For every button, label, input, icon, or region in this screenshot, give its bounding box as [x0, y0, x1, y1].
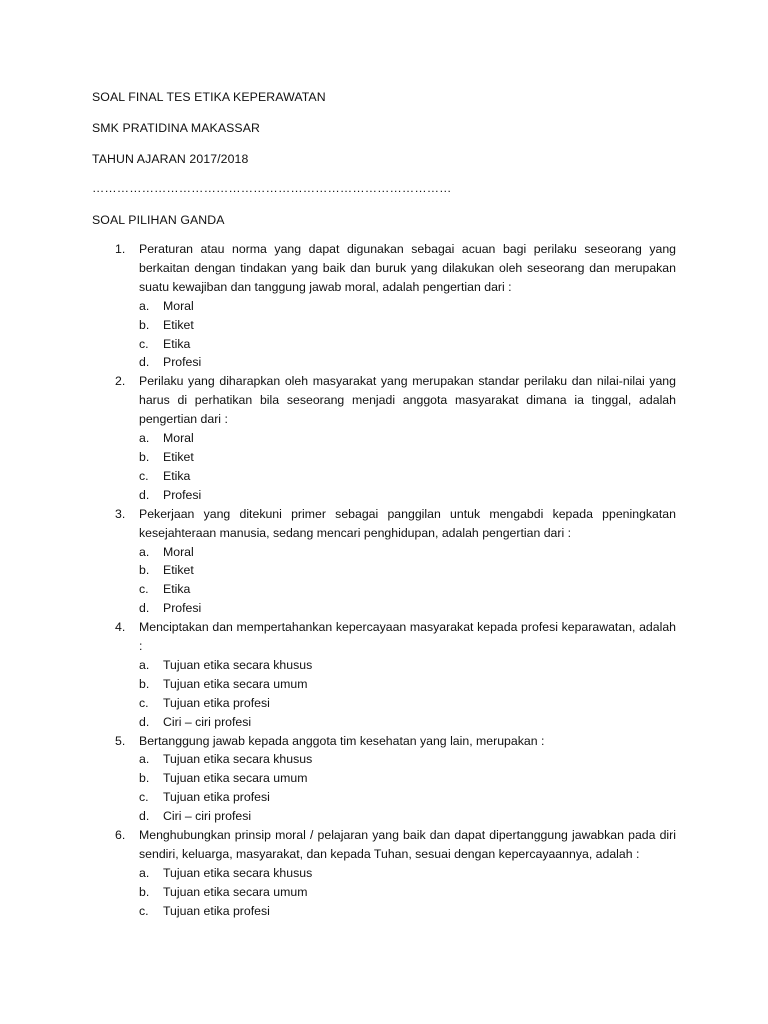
question-number: 4. [115, 620, 126, 635]
option-text: Etika [163, 336, 191, 351]
question-number: 3. [115, 506, 126, 521]
answer-option [139, 429, 676, 448]
answer-option [139, 788, 676, 807]
option-letter: b. [139, 449, 150, 464]
answer-options [139, 297, 676, 373]
answer-option [139, 543, 676, 562]
answer-option [139, 486, 676, 505]
option-text: Tujuan etika secara khusus [163, 657, 313, 672]
school-name: SMK PRATIDINA MAKASSAR [92, 121, 261, 135]
question-item [92, 240, 676, 372]
option-letter: d. [139, 809, 150, 824]
option-text: Tujuan etika secara khusus [163, 752, 313, 767]
question-item [92, 618, 676, 731]
section-title: SOAL PILIHAN GANDA [92, 213, 225, 227]
option-letter: d. [139, 355, 150, 370]
option-letter: b. [139, 317, 150, 332]
answer-option [139, 713, 676, 732]
option-letter: c. [139, 903, 149, 918]
answer-option [139, 448, 676, 467]
question-item [92, 732, 676, 827]
answer-option [139, 883, 676, 902]
option-letter: a. [139, 657, 150, 672]
answer-options [139, 656, 676, 732]
answer-options [139, 543, 676, 619]
option-letter: c. [139, 582, 149, 597]
option-text: Moral [163, 544, 194, 559]
question-text: Peraturan atau norma yang dapat digunakan sebagai acuan bagi perilaku seseorang yang berkaitan dengan tindakan yang baik dan buruk yang dilakukan oleh seseorang dan merupakan suatu kewajiban dan tanggung jawab moral, adalah pengertian dari : [139, 242, 676, 294]
option-letter: a. [139, 752, 150, 767]
option-letter: c. [139, 468, 149, 483]
answer-option [139, 467, 676, 486]
answer-option [139, 297, 676, 316]
option-text: Moral [163, 431, 194, 446]
question-list [92, 240, 676, 921]
option-text: Profesi [163, 601, 202, 616]
option-text: Tujuan etika profesi [163, 790, 270, 805]
question-text: Bertanggung jawab kepada anggota tim kesehatan yang lain, merupakan : [139, 733, 545, 748]
question-number: 1. [115, 242, 126, 256]
option-letter: a. [139, 298, 150, 313]
question-number: 5. [115, 733, 126, 748]
answer-option [139, 864, 676, 883]
option-letter: b. [139, 676, 150, 691]
option-text: Tujuan etika secara khusus [163, 865, 313, 880]
dotted-separator: …………………………………………………………………………… [92, 181, 452, 195]
option-text: Tujuan etika profesi [163, 695, 270, 710]
answer-option [139, 561, 676, 580]
option-text: Etiket [163, 563, 194, 578]
option-text: Etika [163, 468, 191, 483]
option-letter: d. [139, 487, 150, 502]
answer-option [139, 335, 676, 354]
option-text: Etika [163, 582, 191, 597]
option-text: Profesi [163, 487, 202, 502]
question-item [92, 826, 676, 921]
option-text: Ciri – ciri profesi [163, 714, 252, 729]
question-number: 2. [115, 374, 126, 389]
answer-option [139, 656, 676, 675]
option-letter: a. [139, 544, 150, 559]
answer-option [139, 750, 676, 769]
option-letter: a. [139, 865, 150, 880]
option-text: Tujuan etika secara umum [163, 771, 308, 786]
option-text: Tujuan etika profesi [163, 903, 270, 918]
question-text: Menghubungkan prinsip moral / pelajaran yang baik dan dapat dipertanggung jawabkan pada diri sendiri, keluarga, masyarakat, dan kepada Tuhan, sesuai dengan kepercayaannya, adalah : [139, 828, 676, 861]
exam-title: SOAL FINAL TES ETIKA KEPERAWATAN [92, 90, 326, 104]
question-item [92, 372, 676, 504]
question-text: Perilaku yang diharapkan oleh masyarakat yang merupakan standar perilaku dan nilai-nilai yang harus di perhatikan bila seseorang menjadi anggota masyarakat dimana ia tinggal, adalah pengertian dari : [139, 374, 676, 427]
option-letter: a. [139, 431, 150, 446]
option-text: Profesi [163, 355, 202, 370]
option-text: Etiket [163, 449, 194, 464]
option-letter: b. [139, 884, 150, 899]
answer-options [139, 429, 676, 505]
question-number: 6. [115, 828, 126, 843]
option-letter: c. [139, 695, 149, 710]
option-letter: d. [139, 601, 150, 616]
option-letter: b. [139, 563, 150, 578]
option-letter: b. [139, 771, 150, 786]
option-letter: d. [139, 714, 150, 729]
option-text: Moral [163, 298, 194, 313]
option-text: Ciri – ciri profesi [163, 809, 252, 824]
answer-option [139, 353, 676, 372]
option-text: Tujuan etika secara umum [163, 884, 308, 899]
option-text: Tujuan etika secara umum [163, 676, 308, 691]
academic-year: TAHUN AJARAN 2017/2018 [92, 152, 249, 166]
answer-option [139, 769, 676, 788]
answer-options [139, 864, 676, 921]
option-text: Etiket [163, 317, 194, 332]
answer-option [139, 580, 676, 599]
question-item [92, 505, 676, 618]
question-text: Pekerjaan yang ditekuni primer sebagai panggilan untuk mengabdi kepada ppeningkatan kesejahteraan manusia, sedang mencari penghidupan, adalah pengertian dari : [139, 506, 676, 540]
question-text: Menciptakan dan mempertahankan kepercayaan masyarakat kepada profesi keparawatan, adalah : [139, 620, 676, 654]
answer-option [139, 316, 676, 335]
answer-option [139, 807, 676, 826]
option-letter: c. [139, 790, 149, 805]
answer-option [139, 694, 676, 713]
answer-options [139, 750, 676, 826]
answer-option [139, 902, 676, 921]
answer-option [139, 675, 676, 694]
option-letter: c. [139, 336, 149, 351]
answer-option [139, 599, 676, 618]
